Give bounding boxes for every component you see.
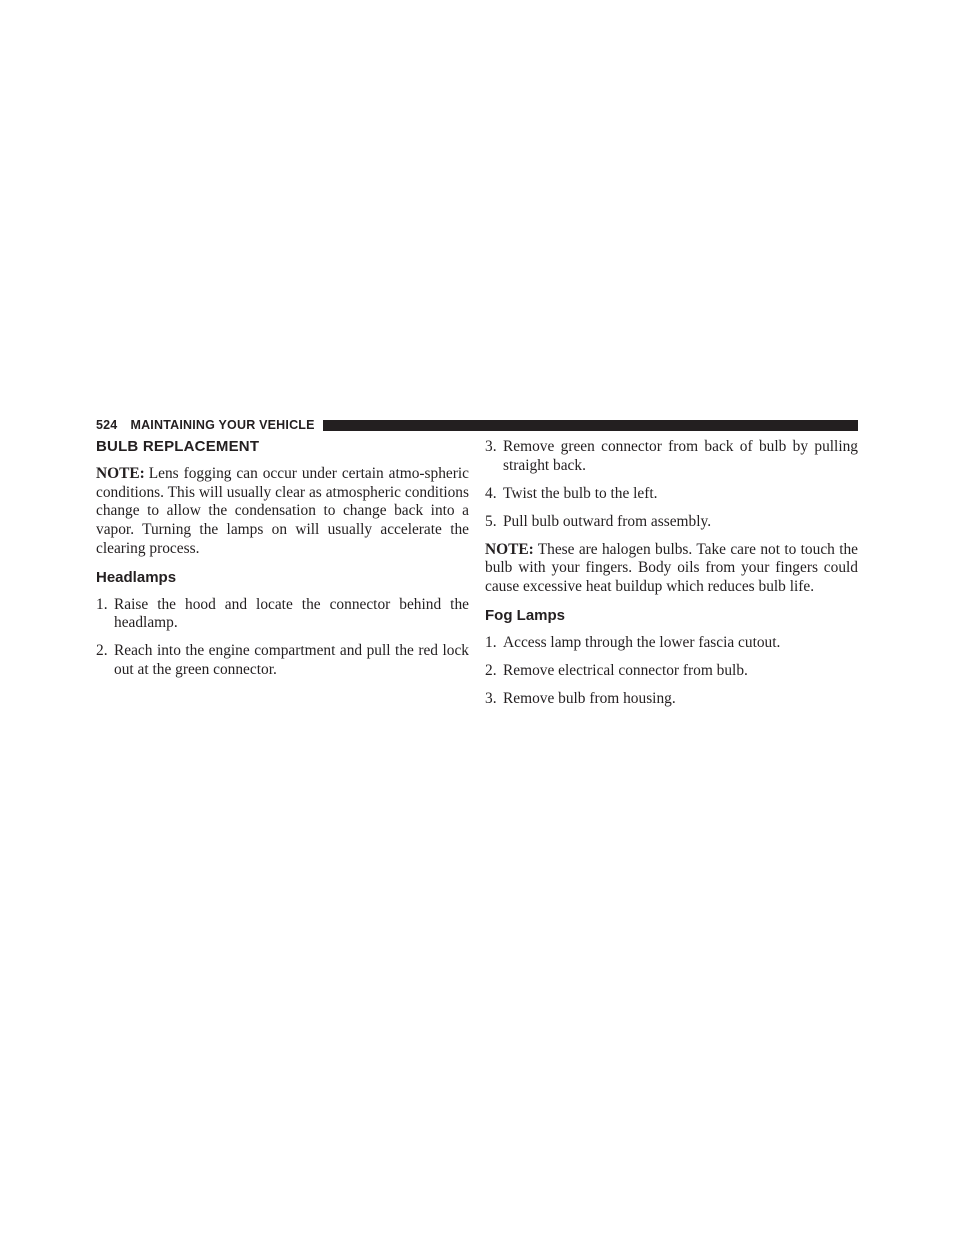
headlamps-steps — [96, 596, 469, 680]
section-title: MAINTAINING YOUR VEHICLE — [130, 418, 315, 432]
step-text: Remove green connector from back of bulb by pulling straight back. — [503, 438, 858, 474]
header-rule — [323, 420, 858, 431]
step-text: Access lamp through the lower fascia cutout. — [503, 633, 781, 651]
left-column — [96, 438, 469, 689]
list-item — [96, 596, 469, 633]
section-heading: BULB REPLACEMENT — [96, 438, 260, 455]
note-label: NOTE: — [96, 465, 145, 482]
step-number: 5. — [485, 512, 497, 530]
list-item — [485, 662, 858, 681]
step-number: 3. — [485, 438, 497, 455]
right-column — [485, 438, 858, 718]
list-item — [485, 438, 858, 475]
fog-lamps-heading: Fog Lamps — [485, 606, 566, 624]
step-number: 1. — [485, 633, 497, 651]
note-paragraph — [485, 541, 858, 597]
step-number: 3. — [485, 689, 497, 707]
step-text: Remove electrical connector from bulb. — [503, 661, 748, 679]
step-text: Reach into the engine compartment and pull the red lock out at the green connector. — [114, 642, 469, 678]
note-text: Lens fogging can occur under certain atmo-spheric conditions. This will usually clear as atmospheric conditions change to allow the condensation to change back into a vapor. Turning the lamps on will usually accelerate the clearing process. — [96, 465, 469, 557]
note-text: These are halogen bulbs. Take care not to touch the bulb with your fingers. Body oils from your fingers could cause excessive heat buildup which reduces bulb life. — [485, 540, 858, 596]
page-number: 524 — [96, 418, 118, 432]
list-item — [485, 513, 858, 532]
note-label: NOTE: — [485, 540, 534, 558]
step-number: 2. — [485, 661, 497, 679]
step-number: 1. — [96, 595, 108, 613]
step-text: Twist the bulb to the left. — [503, 484, 658, 502]
page-header — [96, 417, 858, 433]
list-item — [485, 690, 858, 709]
step-text: Raise the hood and locate the connector behind the headlamp. — [114, 595, 469, 632]
step-number: 4. — [485, 484, 497, 502]
step-text: Pull bulb outward from assembly. — [503, 512, 712, 530]
headlamps-steps-continued — [485, 438, 858, 531]
step-text: Remove bulb from housing. — [503, 689, 676, 707]
step-number: 2. — [96, 642, 108, 660]
list-item — [96, 642, 469, 679]
headlamps-heading: Headlamps — [96, 568, 177, 586]
fog-lamps-steps — [485, 634, 858, 709]
list-item — [485, 634, 858, 653]
note-paragraph — [96, 465, 469, 559]
list-item — [485, 485, 858, 504]
